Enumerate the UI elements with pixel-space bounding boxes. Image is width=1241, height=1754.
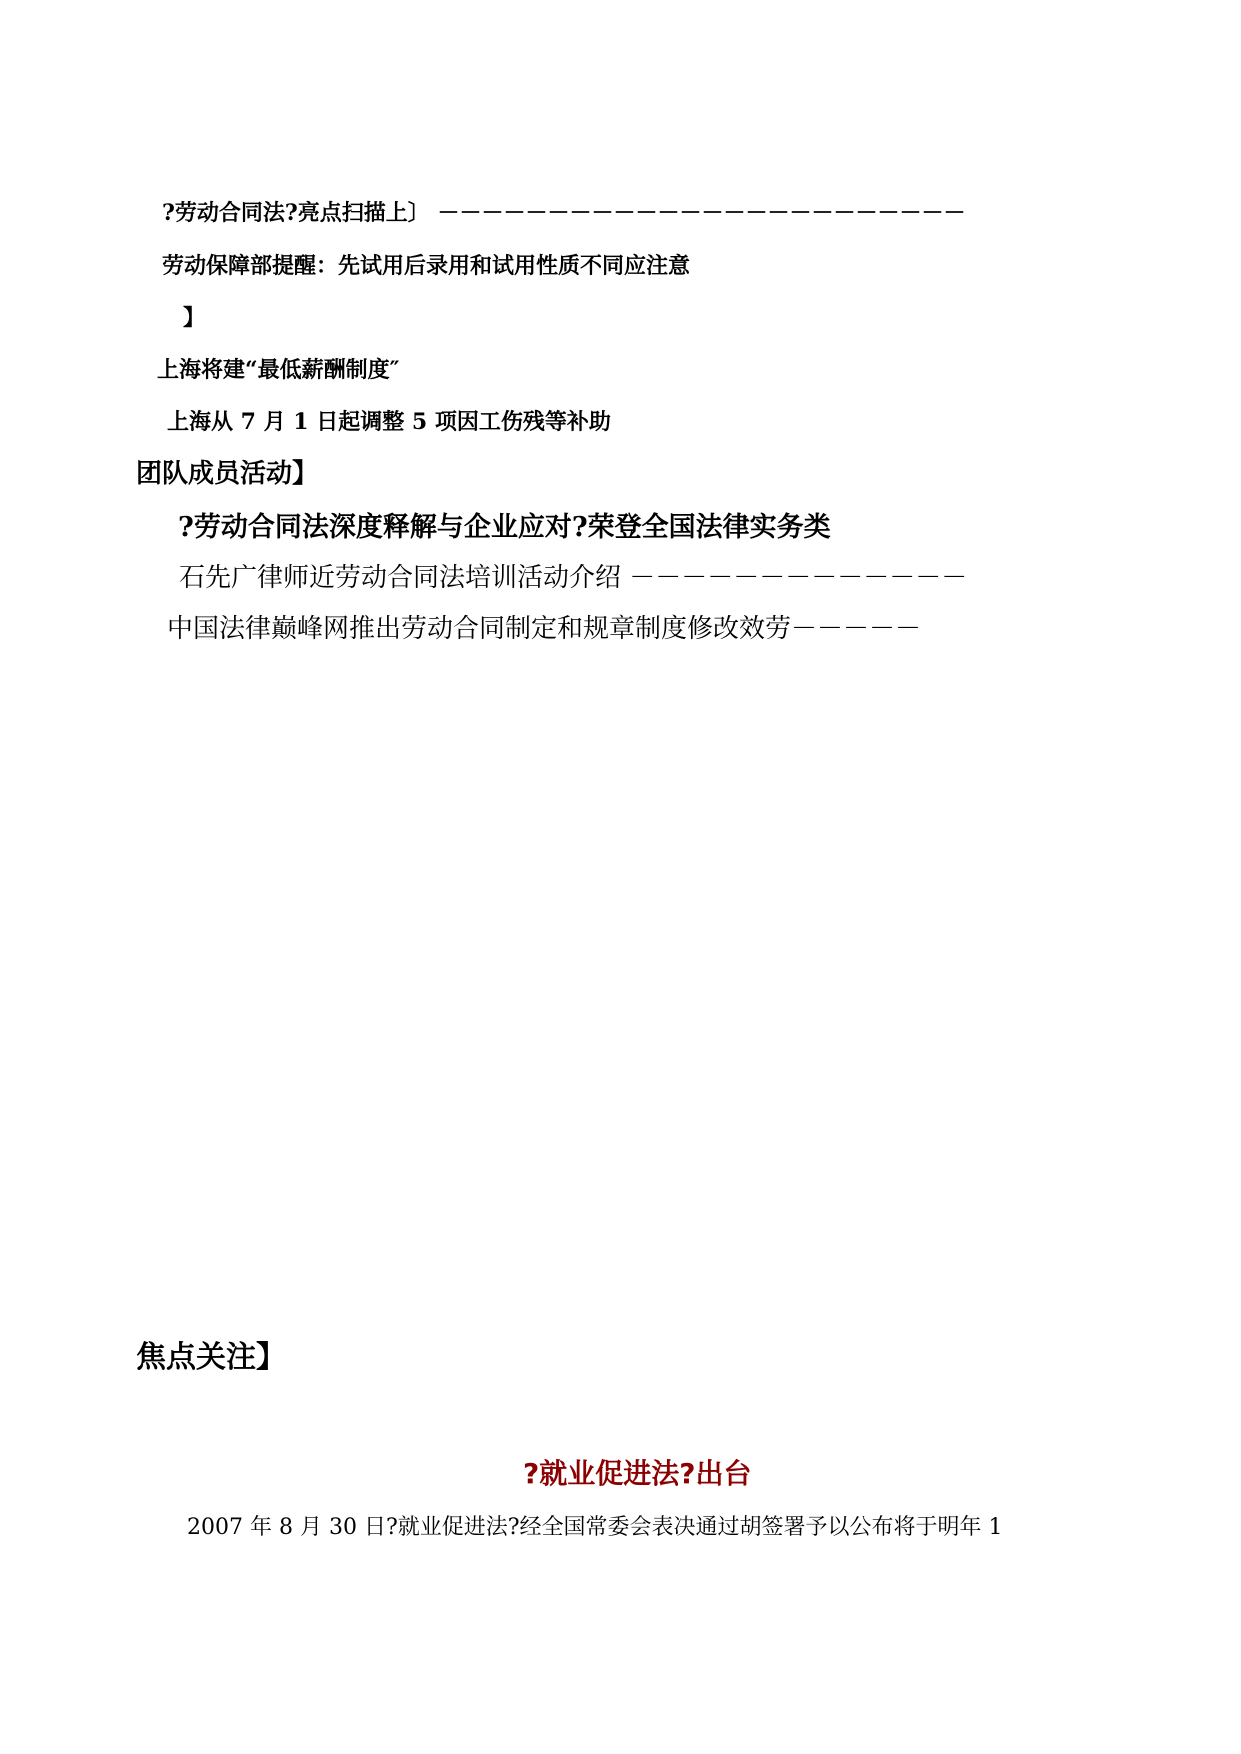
focus-heading: 焦点关注】 — [136, 1340, 286, 1375]
link-book-ranking[interactable]: ?劳动合同法深度释解与企业应对?荣登全国法律实务类 — [178, 512, 831, 543]
link-labor-contract-highlights[interactable]: ?劳动合同法?亮点扫描上〕 －－－－－－－－－－－－－－－－－－－－－－－－ — [162, 200, 966, 226]
article-paragraph: 2007 年 8 月 30 日?就业促进法?经全国常委会表决通过胡签署予以公布将于明年 1 — [187, 1515, 1003, 1540]
link-shanghai-injury-subsidy[interactable]: 上海从 7 月 1 日起调整 5 项因工伤残等补助 — [167, 409, 611, 435]
article-title: ?就业促进法?出台 — [523, 1457, 752, 1490]
link-contract-service[interactable]: 中国法律巅峰网推出劳动合同制定和规章制度修改效劳－－－－－ — [167, 614, 922, 644]
team-activities-heading: 团队成员活动】 — [136, 459, 319, 489]
bracket-close: 】 — [183, 306, 206, 331]
link-probation-reminder[interactable]: 劳动保障部提醒：先试用后录用和试用性质不同应注意 — [162, 253, 691, 279]
link-training-activities[interactable]: 石先广律师近劳动合同法培训活动介绍 －－－－－－－－－－－－－ — [179, 563, 968, 593]
link-shanghai-minimum-wage[interactable]: 上海将建“最低薪酬制度″ — [157, 357, 400, 383]
